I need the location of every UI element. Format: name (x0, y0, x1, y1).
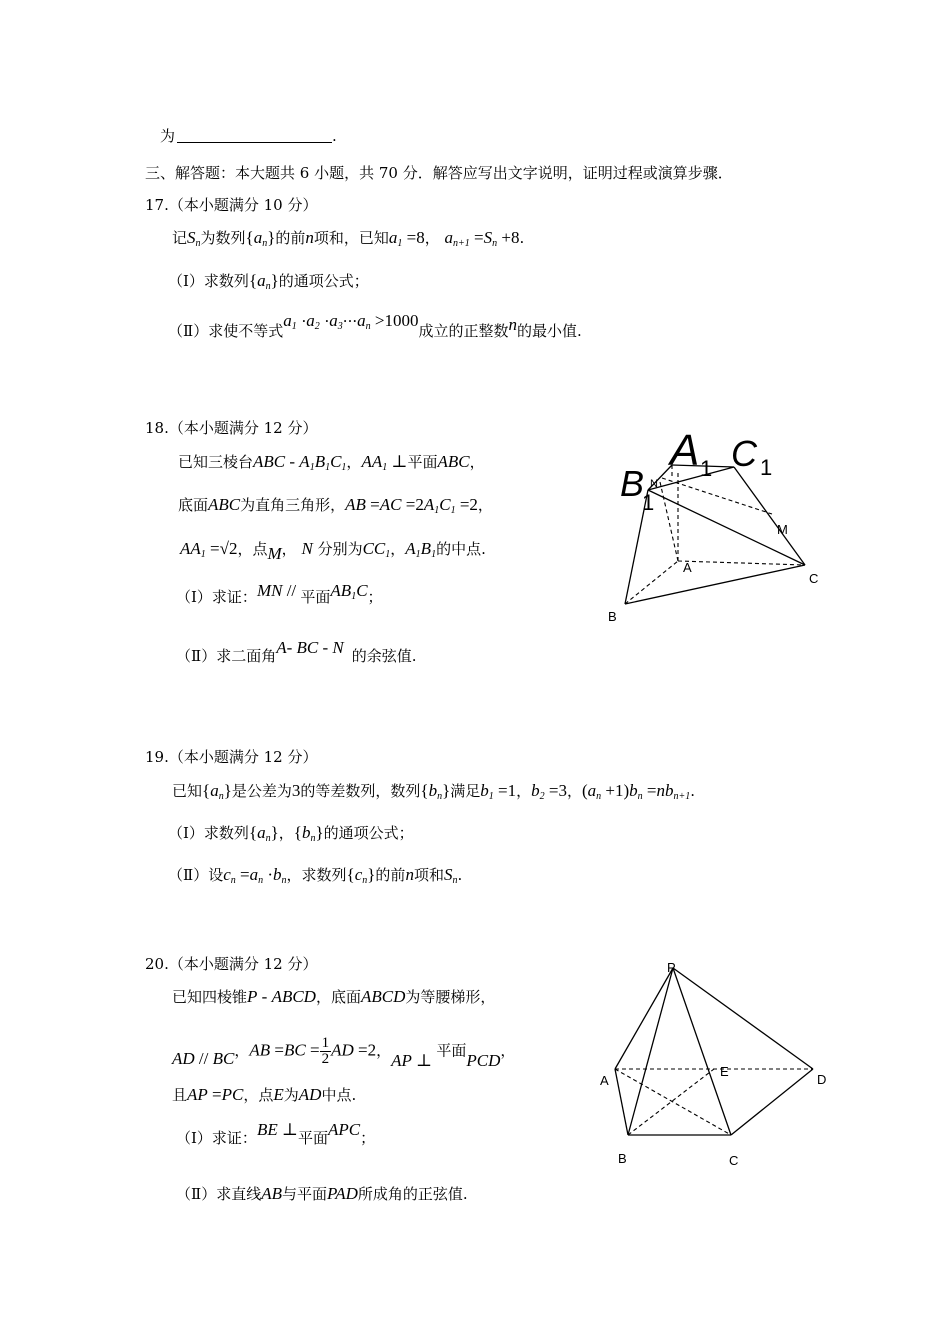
q20-header: 20.（本小题满分 12 分） (145, 955, 318, 973)
q17-stem: 记$S_n$为数列$\{a_n\}$的前n项和，已知$a_1 =8$， $a_{n+1} =S_n +8$. (172, 228, 525, 249)
svg-text:1: 1 (642, 490, 655, 515)
label-C: C (729, 1153, 739, 1168)
section-heading: 三、解答题：本大题共 6 小题，共 70 分．解答应写出文字说明，证明过程或演算步骤． (145, 164, 733, 182)
q18-line1: 已知三棱台ABC - $A_1B_1C_1$，$AA_1$ ⊥平面ABC， (178, 452, 485, 473)
q18-part2: （Ⅱ）求二面角A- BC - N 的余弦值. (176, 638, 417, 665)
q19-part1: （Ⅰ）求数列$\{a_n\}$，$\{b_n\}$的通项公式； (168, 823, 414, 844)
svg-text:1: 1 (700, 456, 713, 481)
label-B: B (608, 609, 617, 624)
q18-line3: $AA_1 =√2$，点M， N 分别为$CC_1$，$A_1B_1$的中点. (180, 539, 486, 563)
label-A1: A (670, 426, 700, 475)
label-E: E (720, 1064, 729, 1079)
q19-header: 19.（本小题满分 12 分） (145, 748, 318, 766)
answer-blank[interactable] (177, 128, 332, 143)
q18-part1: （Ⅰ）求证：MN // 平面$AB_1C$； (176, 581, 383, 606)
label-C: C (809, 571, 819, 586)
q20-part1: （Ⅰ）求证：BE ⊥平面APC； (176, 1120, 376, 1147)
pyramid-figure (595, 955, 835, 1175)
q18-header: 18.（本小题满分 12 分） (145, 419, 318, 437)
q20-line3: 且AP =PC，点E为AD中点. (172, 1085, 357, 1104)
q19-line1: 已知$\{a_n\}$是公差为3的等差数列，数列$\{b_n\}$满足$b_1 =1$，$b_2 =3$，$(a_n +1)b_n =nb_{n+1}$. (172, 781, 696, 802)
q17-header: 17.（本小题满分 10 分） (145, 196, 318, 214)
frustum-figure (600, 420, 840, 630)
q18-line2: 底面ABC为直角三角形，AB $=AC =2A_1C_1 =2$， (178, 495, 493, 516)
top-answer-line: 为 . (160, 127, 337, 145)
q20-part2: （Ⅱ）求直线AB与平面PAD所成角的正弦值. (176, 1184, 468, 1203)
label-D: D (817, 1072, 827, 1087)
label-C1: C (731, 433, 757, 474)
svg-text:1: 1 (760, 455, 773, 480)
label-A: A (600, 1073, 609, 1088)
q20-line2: AD // BC，AB =BC = $\frac{1}{2}$ AD =2，AP ⊥ 平面PCD， (172, 1035, 516, 1070)
label-B: B (618, 1151, 627, 1166)
label-M: M (777, 522, 788, 537)
q20-line1: 已知四棱锥P - ABCD，底面ABCD为等腰梯形， (172, 987, 496, 1006)
q17-part2: （Ⅱ）求使不等式$a_1 \cdot a_2 \cdot a_3\cdot\cdot\cdot a_n >1000$成立的正整数n的最小值. (168, 311, 582, 340)
q19-part2: （Ⅱ）设$c_n =a_n \cdot b_n$，求数列$\{c_n\}$的前n项和$S_n$. (168, 865, 463, 886)
label-B1: B (620, 463, 645, 504)
label-N: N (650, 478, 658, 490)
q17-part1: （Ⅰ）求数列$\{a_n\}$的通项公式； (168, 271, 369, 292)
label-A: A (683, 560, 692, 575)
label-P: P (667, 960, 676, 975)
